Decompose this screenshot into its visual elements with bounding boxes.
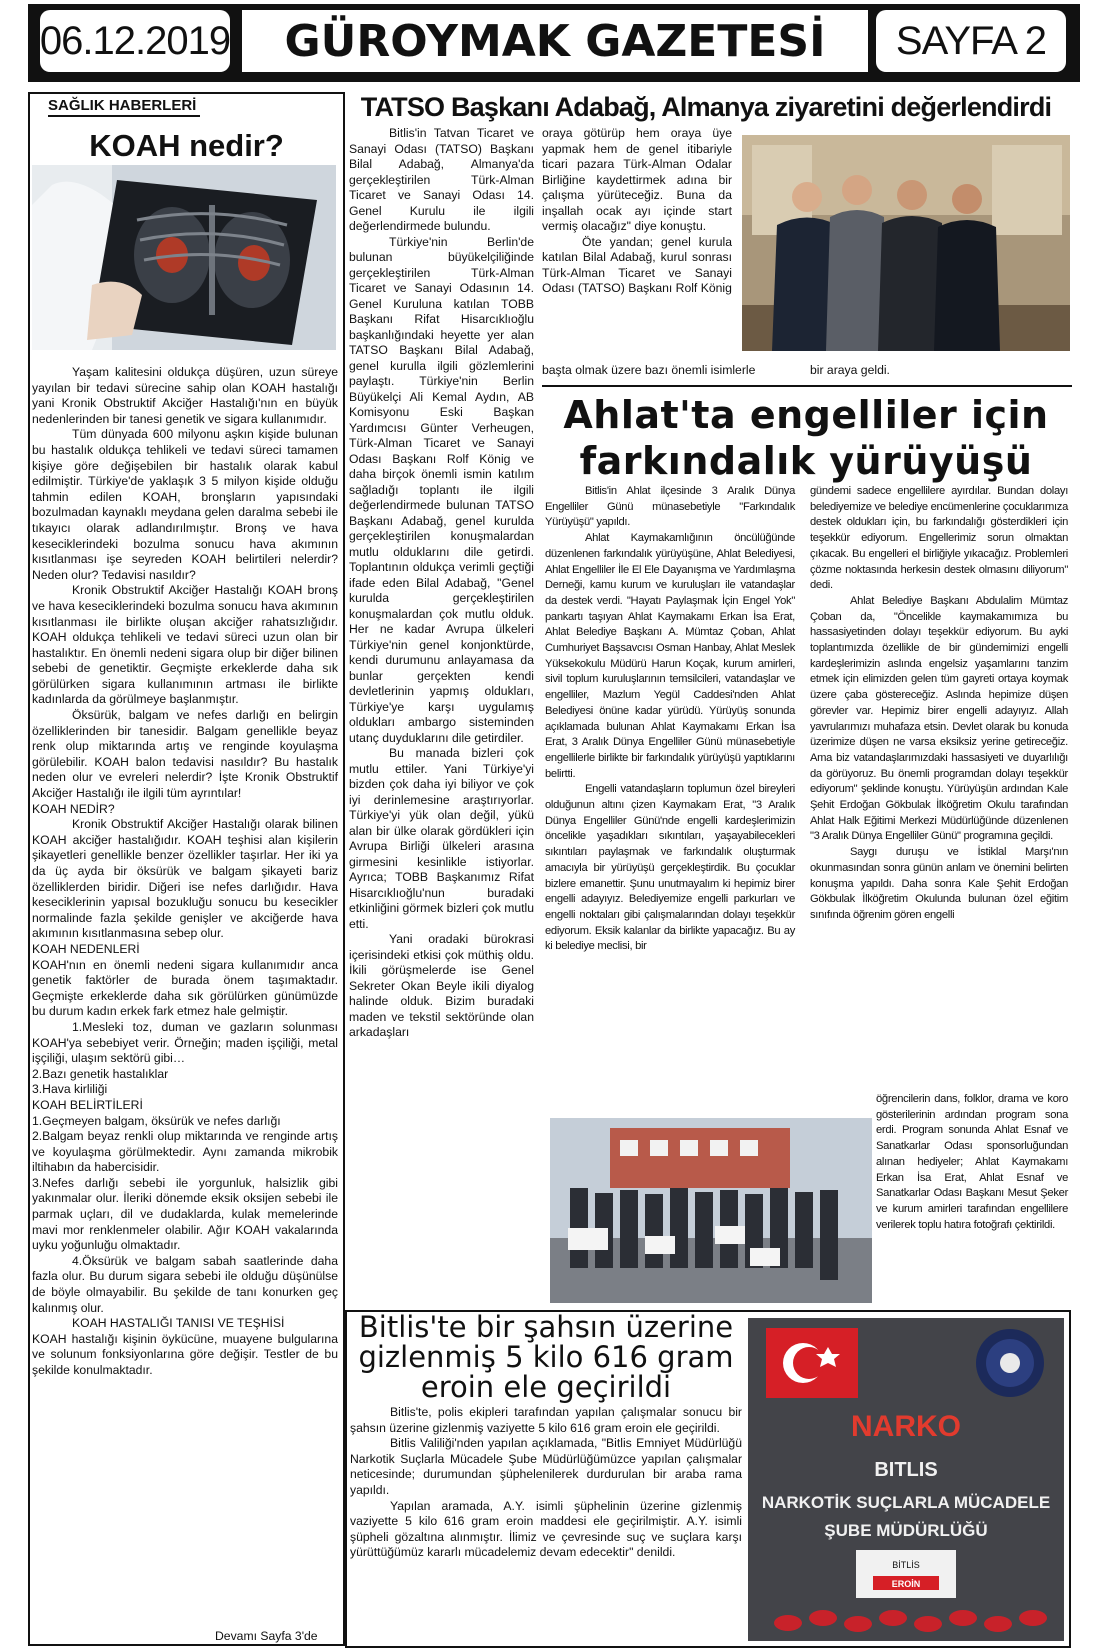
paragraph: Yaşam kalitesini oldukça düşüren, uzun süreye yayılan bir tedavi sürecine sahip olan KOAH hastalığı yani Kronik Obstruktif Akciğer Hastalığı'nın en büyük nedenlerinden bir tanesi genetik ve sigara kullanımıdır. [32,365,338,426]
paragraph: Öksürük, balgam ve nefes darlığı en belirgin özelliklerinden bir tanesidir. Balgam genellikle beyaz renk olup miktarında artış ve renginde koyulaşma görülebilir. KOAH balon tedavisi nasıldır? Bu hastalık neden olur ve evreleri nelerdir? İşte Kronik Obstruktif Akciğer Hastalığı ile ilgili tüm ayrıntılar! [32,708,338,801]
walk-photo [550,1118,872,1303]
wall-text-unit: NARKOTİK SUÇLARLA MÜCADELE [761,1493,1051,1512]
paragraph: Bitlis'te, polis ekipleri tarafından yapılan çalışmalar sonucu bir şahsın üzerine gizlenmiş vaziyette 5 kilo 616 gram eroin ele geçirildi. [350,1405,742,1435]
paragraph: Yapılan aramada, A.Y. isimli şüphelinin üzerine gizlenmiş vaziyette 5 kilo 616 gram eroin maddesi ele geçirilmiştir. A.Y. isimli şüpheli gözaltına alınmıştır. İlimiz ve çevresinde suç ve suçlara karşı yürüttüğümüz kararlı mücadelemiz devam edecektir" denildi. [350,1498,742,1560]
turkish-flag-icon [766,1328,858,1398]
narcotics-photo [748,1318,1064,1641]
police-emblem-icon [976,1329,1044,1397]
tatso-group-photo [742,135,1070,351]
list-item: 2.Bazı genetik hastalıklar [32,1066,169,1081]
bitlis-article-body [350,1405,742,1561]
issue-date: 06.12.2019 [40,10,230,72]
ahlat-column-2 [810,484,1068,924]
walk-photo-illustration [550,1118,872,1303]
paragraph: Bitlis'in Tatvan Ticaret ve Sanayi Odası (TATSO) Başkanı Bilal Adabağ, Almanya'da gerçekleştirilen Türk-Alman Ticaret ve Sanayi Odası 14. Genel Kurulu ile ilgili değerlendirmede bulundu. [349,126,534,233]
paragraph: Bitlis'in Ahlat ilçesinde 3 Aralık Dünya Engelliler Günü münasebetiyle "Farkındalık Yürüyüşü" yapıldı. [545,485,795,529]
list-item: 1.Geçmeyen balgam, öksürük ve nefes darlığı [32,1113,281,1128]
paragraph: Ahlat Belediye Başkanı Abdulalim Mümtaz Çoban da, "Öncelikle kaymakamımıza bu hassasiyetinden dolayı teşekkür ediyorum. Bu ayki toplantımızda özellikle de bir gündemimizi engelli kardeşlerimizin aslında engelsiz yaşamlarını tanzim etmek için elimizden gelen tüm gayreti ortaya koymak üzere çaba göstereceğiz. Aslında hepimize düşen görevler var. Hepimiz birer engelli adayıyız. Allah yavrularımızı muhafaza etsin. Devlet olarak bu konuda üzerimize düşen ne varsa eksiksiz yerine getireceğiz. Ama biz vatandaşlarımızdaki hassasiyeti ve duyarlılığı da görüyoruz. Bu önemli programdan dolayı teşekkür ediyorum" şeklinde konuştu. Yürüyüşün ardından Kale Şehit Erdoğan Gökbulak İlköğretim Okulu tarafından Ahlat Halk Eğitimi Merkezi Müdürlüğünde düzenlenen "3 Aralık Dünya Engelliler Günü" programına geçildi. [810,594,1068,843]
wall-text-branch: ŞUBE MÜDÜRLÜĞÜ [824,1521,988,1540]
paragraph: Öte yandan; genel kurula katılan Bilal Adabağ, kurul sonrası Türk-Alman Ticaret ve Sanayi Odası (TATSO) Başkanı Rolf König [542,234,732,295]
health-article-body [32,365,338,1379]
headline-line: Bitlis'te bir şahsın üzerine [358,1310,734,1344]
ahlat-column-2-continued: öğrencilerin dans, folklor, drama ve koro gösterilerinin ardından program sona erdi. Program sonunda Ahlat Esnaf ve Sanatkarlar Odası sponsorluğundan alınan hediyeler; Ahlat Kaymakamı Erkan İsa Erat, Ahlat Esnaf ve Sanatkarlar Odası Başkanı Mesut Şeker ve kurum amirleri tarafından engellilere verilerek toplu hatıra fotoğrafı çektirildi. [876,1093,1068,1231]
tatso-headline: TATSO Başkanı Adabağ, Almanya ziyaretini değerlendirdi [360,92,1052,122]
paragraph: Tüm dünyada 600 milyonu aşkın kişide bulunan bu hastalık oldukça tehlikeli ve tedavi süreci tamamen kişiye göre değişebilen bir hastalık olarak kabul edilmiştir. Türkiye'de yaklaşık 3 5 milyon kişide olduğu tahmin edilen KOAH, bronşların yapısındaki bozulmadan kaynaklı meydana gelen daralma sebebi ile tıkayıcı olarak adlandırılmıştır. Bronş ve hava keseciklerindeki bozulma sonucu hava akımının kısıtlanması işe seyreden KOAH belirtileri nelerdir? Neden olur? Tedavisi nasıldır? [32,427,338,582]
paragraph: 1.Mesleki toz, duman ve gazların solunması KOAH'ya sebebiyet verir. Örneğin; maden işçiliği, metal işçiliği, ulaşım sektörü gibi… [32,1019,338,1066]
section-divider [542,385,1072,387]
paragraph: oraya götürüp hem oraya üye yapmak hem de genel itibariyle ticari pazara Türk-Alman Odalar Birliğine kaydettirmek adına bir çalışma yürüteceğiz. Buna da inşallah ocak ayı içinde start vermiş olacağız" diye konuştu. [542,126,732,233]
paragraph: KOAH'nın en önemli nedeni sigara kullanımıdır anca genetik faktörler de burada önem taşımaktadır. Geçmişte erkeklerde daha sık görülürken günümüzde bu durum kadın erkek fark etmez hale gelmiştir. [32,957,338,1019]
subheading: KOAH BELİRTİLERİ [32,1097,143,1112]
paragraph: Saygı duruşu ve İstiklal Marşı'nın okunmasından sonra günün anlam ve önemini belirten konuşma yapıldı. Daha sonra Kale Şehit Erdoğan Gökbulak İlköğretim Okulunda bulunan özel eğitim sınıfında öğrenim gören engelli [810,846,1068,921]
narcotics-photo-illustration [748,1318,1064,1641]
paragraph: Ahlat Kaymakamlığının öncülüğünde düzenlenen farkındalık yürüyüşüne, Ahlat Belediyesi, Ahlat Engelliler İle El Ele Dayanışma ve Yardımlaşma Derneği, kamu kurum ve kuruluşları ile vatandaşlar da destek verdi. "Hayatı Paylaşmak İçin Engel Yok" pankartı taşıyan Ahlat Kaymakamı Erkan İsa Erat, Ahlat Belediye Başkanı A. Mümtaz Çoban, Ahlat Cumhuriyet Başsavcısı Osman Hanbay, Ahlat Meslek Yüksekokulu Müdürü Harun Koçak, kurum amirleri, sivil toplum kuruluşlarının temsilcileri, vatandaşlar ve engelliler, Mazlum Yegül Caddesi'nden Ahlat Belediyesi önüne kadar yürüdü. Yürüyüş sonunda açıklamada bulunan Ahlat Kaymakamı Erkan İsa Erat, 3 Aralık Dünya Engelliler Günü münasebetiyle engellilerle birlikte bir farkındalık yürüyüşü yaptıklarını belirtti. [545,532,795,780]
tatso-tail-text: başta olmak üzere bazı önemli isimlerle [542,363,756,377]
section-label: SAĞLIK HABERLERİ [48,97,200,117]
group-photo-illustration [742,135,1070,351]
tatso-column-1 [349,126,534,1041]
article-title: KOAH nedir? [89,128,284,163]
paragraph: Kronik Obstruktif Akciğer Hastalığı olarak bilinen KOAH akciğer hastalığıdır. KOAH teşhisi alan kişilerin şikayetleri genellikle benzer özellikler taşırlar. Her iki ya da üç ayda bir öksürük ve balgam şikayeti bariz özelliklerden biridir. Diğeri ise nefes darlığıdır. Hava keseciklerinin yapısal bozukluğu sonucu bu kesecikler normalinde fazla şekilde genişler ve akciğerde hava akımının kısıtlanmasına sebep olur. [32,817,338,941]
headline-line: farkındalık yürüyüşü [579,439,1033,483]
bitlis-headline [348,1312,744,1402]
continued-note: Devamı Sayfa 3'de [215,1629,318,1643]
list-item: 3.Nefes darlığı sebebi ile yorgunluk, halsizlik gibi yakınmalar olur. İleriki dönemde eksik oksijen sebebi ile parmak uçları, dil ve dudaklarda, kulak memelerinde mavi mor renklenmeler olabilir. Ağır KOAH vakalarında uyku yoğunluğu olmaktadır. [32,1175,338,1253]
page-number: SAYFA 2 [876,10,1066,72]
xray-illustration [32,165,336,350]
subheading: KOAH HASTALIĞI TANISI VE TEŞHİSİ [72,1316,285,1331]
newspaper-masthead: GÜROYMAK GAZETESİ [242,10,868,72]
paragraph: gündemi sadece engellilere ayırdılar. Bundan dolayı belediyemize ve belediye encümenlerine çocuklarımıza destek oldukları için, bu farkındalığı gösterdikleri için teşekkür ediyorum. Engellerimiz sorun olmaktan çıkacak. Bu engelleri el birliğiyle yıkacağız. Problemleri çözme noktasında herkesin destek olmasını diliyorum" dedi. [810,485,1069,592]
xray-photo [32,165,336,350]
paragraph: Kronik Obstruktif Akciğer Hastalığı KOAH bronş ve hava keseciklerindeki bozulma sonucu hava akımının kısıtlanması ile birlikte oluşan akciğer rahatsızlığıdır. KOAH oldukça tehlikeli ve tedavi süreci uzun olan bir hastalıktır. En önemli nedeni sigara olup bir diğer bilinen sebebi de genetiktir. Geçmişte erkeklerde daha sık görülürken sigara kullanımının artması ile birlikte kadınlarda da görülmeye başlanmıştır. [32,583,338,707]
subheading: KOAH NEDİR? [32,801,115,816]
subheading: KOAH NEDENLERİ [32,941,140,956]
tatso-tail-text-2: bir araya geldi. [810,363,890,377]
list-item: 4.Öksürük ve balgam sabah saatlerinde daha fazla olur. Bu durum sigara sebebi ile olduğu düşünülse de böyle olmayabilir. Bu şekilde de tanı konurken geç kalınmış olur. [32,1253,338,1315]
tatso-column-2 [542,126,732,297]
paragraph: Bitlis Valiliği'nden yapılan açıklamada, "Bitlis Emniyet Müdürlüğü Narkotik Suçlarla Mücadele Şube Müdürlüğümüzce yapılan çalışmalar neticesinde; durumundan şüphelenilerek durdurulan bir araba rama yapıldı. [350,1436,742,1497]
ahlat-column-1 [545,484,795,955]
wall-text-city: BITLIS [874,1459,938,1481]
paragraph: Yani oradaki bürokrasi içerisindeki etkisi çok müthiş oldu. İkili görüşmelerde ise Genel Sekreter Okan Beyle ikili diyalog halinde olduk. Bizim buradaki maden ve tekstil sektöründe olan arkadaşları [349,932,534,1039]
paragraph: Engelli vatandaşların toplumun özel bireyleri olduğunun altını çizen Kaymakam Erat, "3 Aralık Dünya Engelliler Günü'nde engelli kardeşlerimizin öncelikle yaşadıkları sıkıntıları, yaşayabilecekleri sıkıntıları paylaşmak ve farkındalık oluşturmak amacıyla bir yürüyüşü gerçekleştirdik. Bu çocuklar bizlere emanettir. Şunu unutmayalım ki hepimiz birer engelli adayıyız. Belediyemize engelli parkurları ve engelli noktaları gibi çalışmalarından dolayı teşekkür ediyorum. Eksik kalanlar da birlikte yapacağız. Bu ay ki belediye meclisi, bir [545,783,795,953]
list-item: 3.Hava kirliliği [32,1082,108,1097]
headline-line: Ahlat'ta engelliler için [563,393,1049,437]
ahlat-headline [550,392,1062,484]
evidence-box-label: EROİN [891,1579,921,1589]
headline-line: eroin ele geçirildi [420,1370,672,1404]
list-item: 2.Balgam beyaz renkli olup miktarında ve renginde artış ve koyulaşma görülmektedir. Aynı zamanda mikrobik iltihabın da habercisidir. [32,1129,338,1175]
paragraph: Bu manada bizleri çok mutlu ettiler. Yani Türkiye'yi bizden çok daha iyi biliyor ve çok iyi derinlemesine araştırıyorlar. Türkiye'yi yük olan değil, yükü alan bir ülke olarak gördükleri için Avrupa Birliği ülkeleri arasına girmesini kesinlikle istiyorlar. Ayrıca; TOBB Başkanımız Rifat Hisarcıklıoğlu'nun buradaki etkinliğini görmek bizleri çok mutlu etti. [349,746,534,931]
evidence-box [856,1550,956,1598]
narko-logo: NARKO [851,1410,961,1443]
paragraph: Türkiye'nin Berlin'de bulunan büyükelçiliğinde gerçekleştirilen Türk-Alman Ticaret ve Sanayi Odasının 14. Genel Kuruluna katılan TOBB Başkanı Rifat Hisarcıklıoğlu başkanlığındaki heyette yer alan TATSO Başkanı Bilal Adabağ, genel kurulla ilgili gözlemlerini paylaştı. Türkiye'nin Berlin Büyükelçi Ali Kemal Aydın, AB Komisyonu Eski Başkan Yardımcısı Günter Verheugen, Türk-Alman Ticaret ve Sanayi Odası Başkanı Rolf König ve daha birçok önemli ismin katılım sağladığı toplantı ile ilgili değerlendirmede bulunan TATSO Başkanı Adabağ, genel kurulda gerçekleştirilen konuşmalardan mutlu olduklarını dile getirdi. Toplantının oldukça verimli geçtiği ifade eden Bilal Adabağ, "Genel kurulda gerçekleştirilen konuşmalardan çok mutlu olduk. Her ne kadar Avrupa ülkeleri Türkiye'nin genel konjonktürde, kendi durumunu anlayamasa da bunlar gerçekten kendi devletlerinin yapmış oldukları, Türkiye'ye karşı uygulamış oldukları ambargo sisteminden utanç duyduklarını dile getirdiler. [349,234,534,745]
paragraph: KOAH hastalığı kişinin öykücüne, muayene bulgularına ve solunum fonksiyonlarına göre değişir. Testler de bu şekilde konulmaktadır. [32,1331,338,1377]
headline-line: gizlenmiş 5 kilo 616 gram [358,1340,734,1374]
evidence-box-city: BİTLİS [892,1560,920,1570]
